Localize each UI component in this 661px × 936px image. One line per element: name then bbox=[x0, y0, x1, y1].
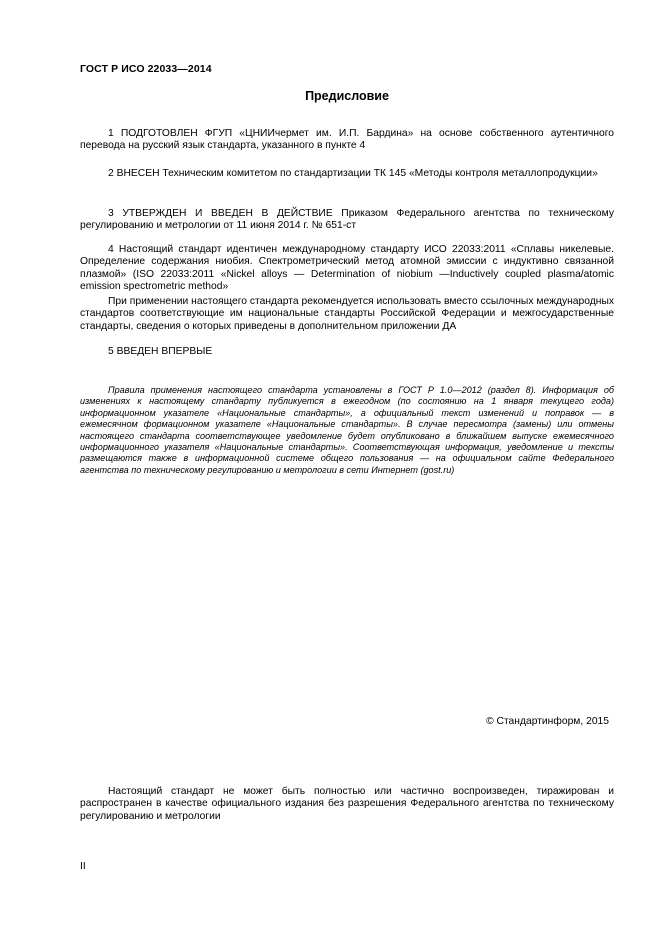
page-title: Предисловие bbox=[305, 89, 389, 103]
copyright-line: © Стандартинформ, 2015 bbox=[486, 716, 609, 727]
paragraph-prepared-by: 1 ПОДГОТОВЛЕН ФГУП «ЦНИИчермет им. И.П. Бардина» на основе собственного аутентичного перевода на русский язык стандарта, указанного в пункте 4 bbox=[80, 128, 614, 152]
paragraph-application-note: При применении настоящего стандарта рекомендуется использовать вместо ссылочных международных стандартов соответствующие им национальные стандарты Российской Федерации и межгосударственные стандарты, сведения о которых приведены в дополнительном приложении ДА bbox=[80, 296, 614, 332]
paragraph-approved: 3 УТВЕРЖДЕН И ВВЕДЕН В ДЕЙСТВИЕ Приказом Федерального агентства по техническому регулированию и метрологии от 11 июня 2014 г. № 651-ст bbox=[80, 208, 614, 232]
reproduction-notice: Настоящий стандарт не может быть полностью или частично воспроизведен, тиражирован и распространен в качестве официального издания без разрешения Федерального агентства по техническому регулированию и метрологии bbox=[80, 786, 614, 822]
paragraph-introduced-by: 2 ВНЕСЕН Техническим комитетом по стандартизации ТК 145 «Методы контроля металлопродукции» bbox=[108, 168, 598, 179]
standard-code-header: ГОСТ Р ИСО 22033—2014 bbox=[80, 63, 212, 75]
paragraph-identical-standard: 4 Настоящий стандарт идентичен международному стандарту ИСО 22033:2011 «Сплавы никелевые. Определение содержания ниобия. Спектрометрический метод атомной эмиссии с индуктивно связанной плазмой» (ISO 22033:2011 «Nickel alloys — Determination of niobium —Inductively coupled plasma/atomic emission spectrometric method» bbox=[80, 244, 614, 293]
page-number: II bbox=[80, 861, 86, 872]
usage-rules-note: Правила применения настоящего стандарта установлены в ГОСТ Р 1.0—2012 (раздел 8). Информация об изменениях к настоящему стандарту публикуется в ежегодном (по состоянию на 1 января текущего года) информационном указателе «Национальные стандарты», а официальный текст изменений и поправок — в ежемесячном формационном указателе «Национальные стандарты». В случае пересмотра (замены) или отмены настоящего стандарта соответствующее уведомление будет опубликовано в ближайшем выпуске ежемесячного информационного указателя «Национальные стандарты». Соответствующая информация, уведомление и тексты размещаются также в информационной системе общего пользования — на официальном сайте Федерального агентства по техническому регулированию и метрологии в сети Интернет (gost.ru) bbox=[80, 385, 614, 475]
paragraph-first-introduced: 5 ВВЕДЕН ВПЕРВЫЕ bbox=[108, 346, 213, 357]
